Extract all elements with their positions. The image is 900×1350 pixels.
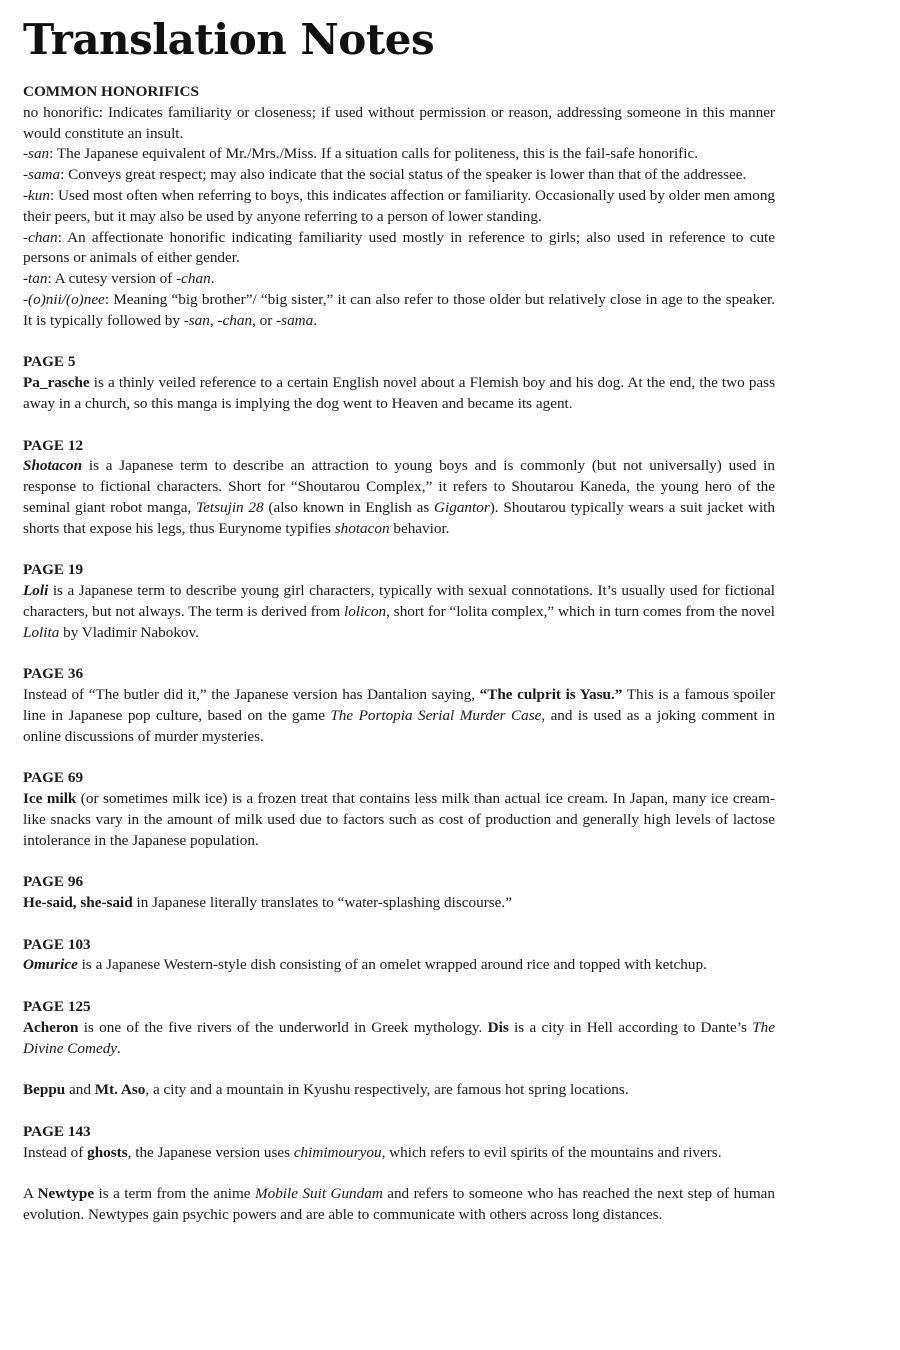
text-run: . xyxy=(313,311,318,329)
text-run: is one of the five rivers of the underworld in Greek mythology. xyxy=(78,1018,488,1036)
honorific-entry xyxy=(23,165,775,186)
note-paragraph xyxy=(23,1080,775,1101)
emphasis-text: Dis xyxy=(487,1018,509,1036)
emphasis-text: -(o)nii/(o)nee xyxy=(23,290,105,308)
emphasis-text: chimimouryou xyxy=(293,1143,382,1161)
text-run: is a thinly veiled reference to a certain English novel about a Flemish boy and his dog. At the end, the two pass away in a church, so this manga is implying the dog went to Heaven and became its agent. xyxy=(23,374,775,412)
text-run: by Vladimir Nabokov. xyxy=(59,623,199,641)
text-run: behavior. xyxy=(389,519,450,537)
emphasis-text: -sama xyxy=(23,166,61,184)
text-run: Instead of xyxy=(23,1143,88,1161)
note-section xyxy=(23,82,775,332)
emphasis-text: Ice milk xyxy=(23,790,77,808)
honorific-entry xyxy=(23,103,775,145)
emphasis-text: He-said, she-said xyxy=(23,894,133,912)
emphasis-text: -san xyxy=(183,311,210,329)
note-paragraph xyxy=(23,685,775,747)
text-run: : A cutesy version of xyxy=(47,270,177,288)
text-run: A xyxy=(23,1185,38,1203)
note-paragraph xyxy=(23,373,775,415)
note-section xyxy=(23,768,775,851)
emphasis-text: -kun xyxy=(23,186,50,204)
honorific-entry xyxy=(23,290,775,332)
emphasis-text: -tan xyxy=(23,270,48,288)
section-heading: PAGE 125 xyxy=(23,998,91,1016)
section-heading: PAGE 36 xyxy=(23,665,84,683)
text-run: in Japanese literally translates to “water-splashing discourse.” xyxy=(132,894,512,912)
text-run: (also known in English as xyxy=(263,498,435,516)
note-section xyxy=(23,935,775,977)
note-paragraph xyxy=(23,955,775,976)
text-run: : Conveys great respect; may also indicate that the social status of the speaker is lower than that of the addressee. xyxy=(60,166,747,184)
emphasis-text: -san xyxy=(23,145,50,163)
honorific-entry xyxy=(23,228,775,270)
emphasis-text: -chan xyxy=(176,270,211,288)
emphasis-text: -chan xyxy=(23,228,58,246)
text-run: , xyxy=(209,311,218,329)
translation-notes-page xyxy=(23,12,775,1247)
emphasis-text: Lolita xyxy=(23,623,60,641)
emphasis-text: Loli xyxy=(23,582,49,600)
emphasis-text: -sama xyxy=(276,311,314,329)
text-run: This is a famous spoiler line in Japanese pop culture, based on the game xyxy=(23,686,775,724)
section-heading: PAGE 12 xyxy=(23,436,84,454)
emphasis-text: Mobile Suit Gundam xyxy=(254,1185,383,1203)
emphasis-text: Beppu xyxy=(23,1081,66,1099)
text-run: : Used most often when referring to boys, this indicates affection or familiarity. Occasionally used by older men among their peers, but it may also be used by anyone referring to a person of lower standing. xyxy=(23,186,776,225)
text-run: , the Japanese version uses xyxy=(127,1143,294,1161)
text-run: ). Shoutarou typically wears a suit jacket with shorts that expose his legs, thus Eurynome typifies xyxy=(23,498,775,537)
emphasis-text: lolicon xyxy=(343,602,387,620)
note-section xyxy=(23,664,775,747)
text-run: and xyxy=(65,1081,95,1099)
emphasis-text: -chan xyxy=(217,311,253,329)
emphasis-text: Pa_rasche xyxy=(23,374,90,392)
section-heading: COMMON HONORIFICS xyxy=(23,83,199,100)
text-run: . xyxy=(210,270,215,288)
text-run: no honorific: Indicates familiarity or closeness; if used without permission or reason, addressing someone in this manner would constitute an insult. xyxy=(23,103,775,142)
text-run: is a Japanese Western-style dish consisting of an omelet wrapped around rice and topped with ketchup. xyxy=(77,956,707,974)
text-run: Instead of “The butler did it,” the Japanese version has Dantalion saying, xyxy=(23,686,480,704)
emphasis-text: Gigantor xyxy=(434,498,490,516)
section-heading: PAGE 103 xyxy=(23,935,91,953)
text-run: is a term from the anime xyxy=(94,1185,255,1203)
text-run: is a Japanese term to describe an attraction to young boys and is commonly (but not universally) used in response to fictional characters. Short for “Shoutarou Complex,” it refers to Shoutarou Kaneda, the young hero of the seminal giant robot manga, xyxy=(23,457,775,516)
note-section xyxy=(23,436,775,540)
honorific-entry xyxy=(23,144,775,165)
emphasis-text: “The culprit is Yasu.” xyxy=(479,686,623,704)
honorific-entry xyxy=(23,186,775,228)
note-paragraph xyxy=(23,1143,775,1164)
note-section xyxy=(23,560,775,643)
emphasis-text: shotacon xyxy=(334,519,390,537)
text-run: is a Japanese term to describe young girl characters, typically with sexual connotations. It’s usually used for fictional characters, but not always. The term is derived from xyxy=(23,582,775,620)
note-paragraph xyxy=(23,1018,775,1060)
honorific-entry xyxy=(23,269,775,290)
note-section xyxy=(23,1122,775,1226)
emphasis-text: The Divine Comedy xyxy=(23,1018,775,1057)
emphasis-text: ghosts xyxy=(87,1143,128,1161)
emphasis-text: Newtype xyxy=(37,1185,95,1203)
text-run: (or sometimes milk ice) is a frozen treat that contains less milk than actual ice cream. In Japan, many ice cream-like snacks vary in the amount of milk used due to factors such as cost of production and generally high levels of lactose intolerance in the Japanese population. xyxy=(23,790,776,849)
section-heading: PAGE 69 xyxy=(23,769,84,787)
section-heading: PAGE 19 xyxy=(23,561,84,579)
text-run: . xyxy=(117,1039,121,1057)
page-title: Translation Notes xyxy=(23,15,435,64)
text-run: : An affectionate honorific indicating familiarity used mostly in reference to girls; also used in reference to cute persons or animals of either gender. xyxy=(23,228,775,267)
text-run: , or xyxy=(252,311,277,329)
text-run: is a city in Hell according to Dante’s xyxy=(508,1018,753,1036)
notes-body xyxy=(23,82,775,1226)
emphasis-text: Tetsujin 28 xyxy=(196,498,264,516)
text-run: , short for “lolita complex,” which in turn comes from the novel xyxy=(386,602,775,620)
text-run: : Meaning “big brother”/ “big sister,” it can also refer to those older but relatively close in age to the speaker. It is typically followed by xyxy=(23,290,775,329)
note-section xyxy=(23,997,775,1101)
note-section xyxy=(23,352,775,414)
note-paragraph xyxy=(23,581,775,643)
text-run: and refers to someone who has reached the next step of human evolution. Newtypes gain psychic powers and are able to communicate with others across long distances. xyxy=(23,1185,775,1224)
text-run: : The Japanese equivalent of Mr./Mrs./Miss. If a situation calls for politeness, this is the fail-safe honorific. xyxy=(49,145,698,163)
section-heading: PAGE 143 xyxy=(23,1122,91,1140)
note-paragraph xyxy=(23,1184,775,1226)
note-paragraph xyxy=(23,893,775,914)
note-section xyxy=(23,872,775,914)
emphasis-text: Shotacon xyxy=(23,457,83,475)
section-heading: PAGE 5 xyxy=(23,353,76,371)
text-run: , a city and a mountain in Kyushu respectively, are famous hot spring locations. xyxy=(145,1081,629,1099)
emphasis-text: The Portopia Serial Murder Case xyxy=(330,706,542,724)
emphasis-text: Omurice xyxy=(23,956,78,974)
emphasis-text: Acheron xyxy=(23,1018,79,1036)
text-run: , and is used as a joking comment in online discussions of murder mysteries. xyxy=(23,706,775,745)
note-paragraph xyxy=(23,456,775,539)
emphasis-text: Mt. Aso xyxy=(94,1081,146,1099)
section-heading: PAGE 96 xyxy=(23,873,84,891)
note-paragraph xyxy=(23,789,775,851)
text-run: , which refers to evil spirits of the mountains and rivers. xyxy=(381,1143,722,1161)
